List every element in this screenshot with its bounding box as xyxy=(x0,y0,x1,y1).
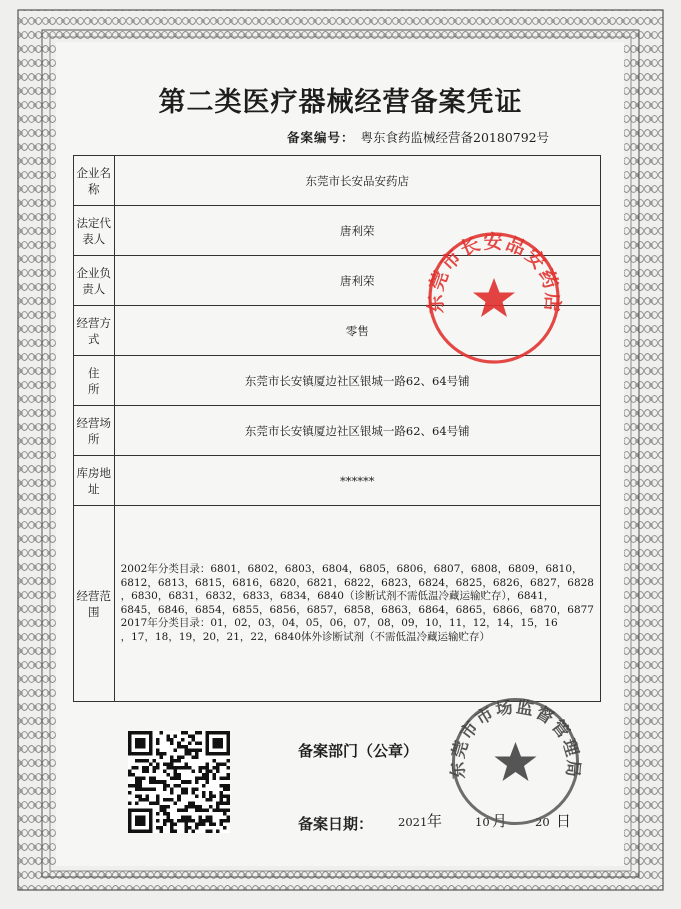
date-year: 2021 xyxy=(398,815,428,829)
authority-seal xyxy=(448,694,583,829)
scope-line: ，6830，6831，6832，6833，6834，6840（诊断试剂不需低温冷藏运输贮存），6841， xyxy=(120,590,555,602)
page-title: 第二类医疗器械经营备案凭证 xyxy=(158,87,523,118)
date-year-unit: 年 xyxy=(427,812,443,830)
record-number-label: 备案编号： xyxy=(287,130,355,145)
legal-rep: 唐利荣 xyxy=(114,206,600,256)
star-icon xyxy=(473,278,515,317)
scope-line: ，17，18，19，20，21，22，6840体外诊断试剂（不需低温冷藏运输贮存） xyxy=(120,630,490,643)
date-day: 20 xyxy=(535,815,550,829)
record-number xyxy=(287,128,549,146)
date-month: 10 xyxy=(475,815,490,829)
filing-department-label: 备案部门（公章） xyxy=(298,742,419,760)
row-label: 经营范围 xyxy=(74,506,115,702)
row-label: 企业负责人 xyxy=(74,256,115,306)
row-label: 住 所 xyxy=(74,356,115,406)
record-number-value: 粤东食药监械经营备20180792号 xyxy=(360,130,550,145)
table-row xyxy=(74,156,601,206)
scope-line: 2017年分类目录：01，02，03，04，05，06，07，08，09，10，11，12，14，15，16 xyxy=(120,617,558,629)
date-month-unit: 月 xyxy=(492,812,508,830)
residence: 东莞市长安镇厦边社区银城一路62、64号铺 xyxy=(114,356,600,406)
company-name: 东莞市长安品安药店 xyxy=(114,156,600,206)
row-label: 经营场所 xyxy=(74,406,115,456)
qr-code xyxy=(128,731,230,833)
authority-seal-text: 东莞市市场监督管理局 xyxy=(448,697,583,780)
date-day-unit: 日 xyxy=(556,812,572,830)
scope-line: 2002年分类目录：6801，6802，6803，6804，6805，6806，6807，6808，6809，6810， xyxy=(120,563,583,575)
company-seal xyxy=(424,228,564,368)
scope-line: 6845，6846，6854，6855，6856，6857，6858，6863，6864，6865，6866，6870，6877 xyxy=(120,603,594,616)
warehouse-address: ****** xyxy=(114,456,600,506)
business-scope xyxy=(114,506,600,702)
business-mode: 零售 xyxy=(114,306,600,356)
row-label: 企业名称 xyxy=(74,156,115,206)
row-label: 经营方式 xyxy=(74,306,115,356)
business-premises: 东莞市长安镇厦边社区银城一路62、64号铺 xyxy=(114,406,600,456)
table-row xyxy=(74,406,601,456)
star-icon xyxy=(495,742,537,781)
manager: 唐利荣 xyxy=(114,256,600,306)
scope-line: 6812，6813，6815，6816，6820，6821，6822，6823，6824，6825，6826，6827，6828 xyxy=(120,576,594,589)
company-seal-text: 东莞市长安品安药店 xyxy=(424,231,564,315)
row-label: 库房地址 xyxy=(74,456,115,506)
filing-date-label: 备案日期： xyxy=(298,815,374,833)
row-label: 法定代表人 xyxy=(74,206,115,256)
table-row xyxy=(74,456,601,506)
table-row xyxy=(74,506,601,702)
